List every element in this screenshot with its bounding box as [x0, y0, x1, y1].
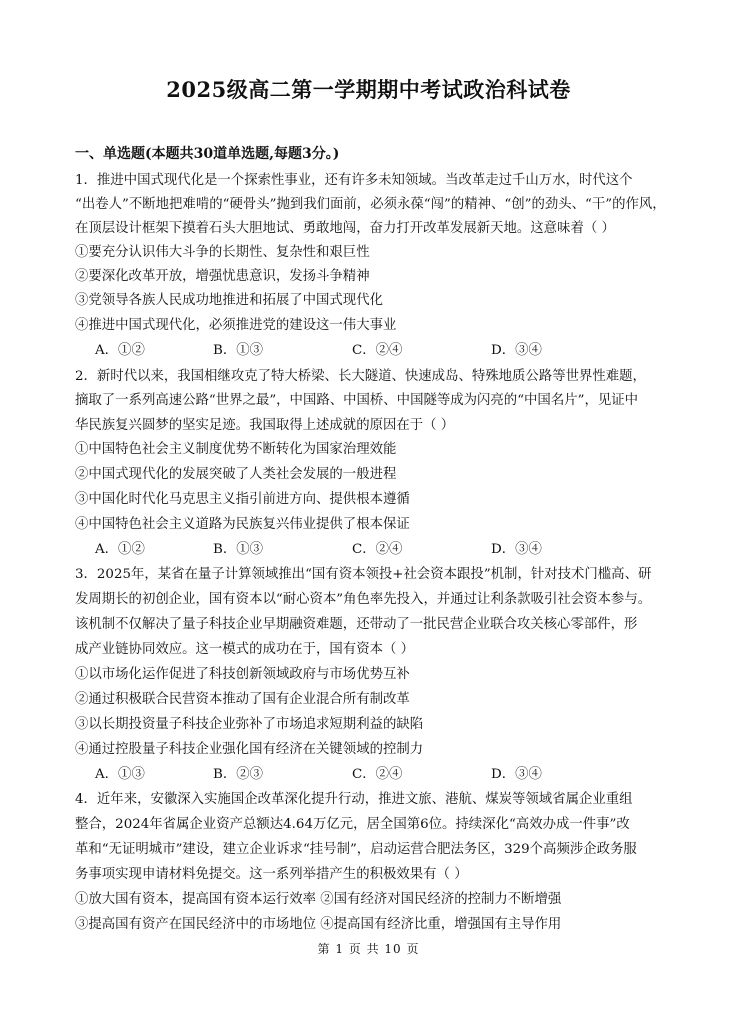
option-c[interactable]: C．②④ — [352, 542, 403, 557]
option-d[interactable]: D．③④ — [491, 542, 542, 557]
question-line: 2．新时代以来，我国相继攻克了特大桥梁、长大隧道、快速成岛、特殊地质公路等世界性难题， — [75, 369, 646, 384]
question-line: 整合，2024年省属企业资产总额达4.64万亿元，居全国第6位。持续深化“高效办成一件事”改 — [75, 817, 630, 832]
choice-statement: ③党领导各族人民成功地推进和拓展了中国式现代化 — [75, 293, 383, 308]
choice-statement: ①以市场化运作促进了科技创新领域政府与市场优势互补 — [75, 667, 410, 682]
question-line: 3．2025年，某省在量子计算领域推出“国有资本领投+社会资本跟投”机制，针对技术门槛高、研 — [75, 567, 652, 582]
question-line: 1．推进中国式现代化是一个探索性事业，还有许多未知领域。当改革走过千山万水，时代这个 — [75, 173, 633, 188]
option-d[interactable]: D．③④ — [491, 767, 542, 782]
choice-statement: ③中国化时代化马克思主义指引前进方向、提供根本遵循 — [75, 492, 410, 507]
option-c[interactable]: C．②④ — [352, 767, 403, 782]
option-b[interactable]: B．①③ — [213, 343, 264, 358]
option-d[interactable]: D．③④ — [491, 343, 542, 358]
option-a[interactable]: A．①② — [95, 542, 145, 557]
choice-statement: ①要充分认识伟大斗争的长期性、复杂性和艰巨性 — [75, 245, 370, 260]
choice-statement: ③以长期投资量子科技企业弥补了市场追求短期利益的缺陷 — [75, 717, 424, 732]
option-c[interactable]: C．②④ — [352, 343, 403, 358]
question-line: “出卷人”不断地把难啃的“硬骨头”抛到我们面前，必须永葆“闯”的精神、“创”的劲头、“干”的作风， — [75, 197, 666, 212]
choice-statement: ②中国式现代化的发展突破了人类社会发展的一般进程 — [75, 467, 397, 482]
question-line: 该机制不仅解决了量子科技企业早期融资难题，还带动了一批民营企业联合攻关核心零部件，形 — [75, 617, 638, 632]
choice-statement: ④中国特色社会主义道路为民族复兴伟业提供了根本保证 — [75, 517, 410, 532]
question-line: 成产业链协同效应。这一模式的成功在于，国有资本（ ） — [75, 642, 415, 657]
page-footer: 第 1 页 共 10 页 — [317, 942, 420, 956]
choice-statement: ②通过积极联合民营资本推动了国有企业混合所有制改革 — [75, 692, 410, 707]
choice-statement: ①放大国有资本，提高国有资本运行效率 ②国有经济对国民经济的控制力不断增强 — [75, 892, 562, 907]
choice-statement: ④通过控股量子科技企业强化国有经济在关键领域的控制力 — [75, 742, 424, 757]
question-line: 在顶层设计框架下摸着石头大胆地试、勇敢地闯，奋力打开改革发展新天地。这意味着（ ） — [75, 221, 615, 236]
exam-title: 2025级高二第一学期期中考试政治科试卷 — [166, 77, 571, 102]
question-line: 务事项实现申请材料免提交。这一系列举措产生的积极效果有（ ） — [75, 867, 468, 882]
question-line: 华民族复兴圆梦的坚实足迹。我国取得上述成就的原因在于（ ） — [75, 418, 455, 433]
choice-statement: ②要深化改革开放，增强忧患意识，发扬斗争精神 — [75, 269, 370, 284]
option-a[interactable]: A．①② — [95, 343, 145, 358]
choice-statement: ④推进中国式现代化，必须推进党的建设这一伟大事业 — [75, 318, 397, 333]
choice-statement: ③提高国有资产在国民经济中的市场地位 ④提高国有经济比重，增强国有主导作用 — [75, 917, 562, 932]
question-line: 4．近年来，安徽深入实施国企改革深化提升行动，推进文旅、港航、煤炭等领域省属企业重组 — [75, 792, 633, 807]
option-a[interactable]: A．①③ — [95, 767, 145, 782]
question-line: 摘取了一系列高速公路“世界之最”，中国路、中国桥、中国隧等成为闪亮的“中国名片”，见证中 — [75, 393, 639, 408]
choice-statement: ①中国特色社会主义制度优势不断转化为国家治理效能 — [75, 442, 397, 457]
option-b[interactable]: B．①③ — [213, 542, 264, 557]
section-heading: 一、单选题(本题共30道单选题,每题3分。) — [75, 146, 340, 162]
question-line: 革和“无证明城市”建设，建立企业诉求“挂号制”，启动运营合肥法务区，329个高频涉企政务服 — [75, 842, 637, 857]
question-line: 发周期长的初创企业，国有资本以“耐心资本”角色率先投入，并通过让利条款吸引社会资本参与。 — [75, 592, 652, 607]
option-b[interactable]: B．②③ — [213, 767, 264, 782]
